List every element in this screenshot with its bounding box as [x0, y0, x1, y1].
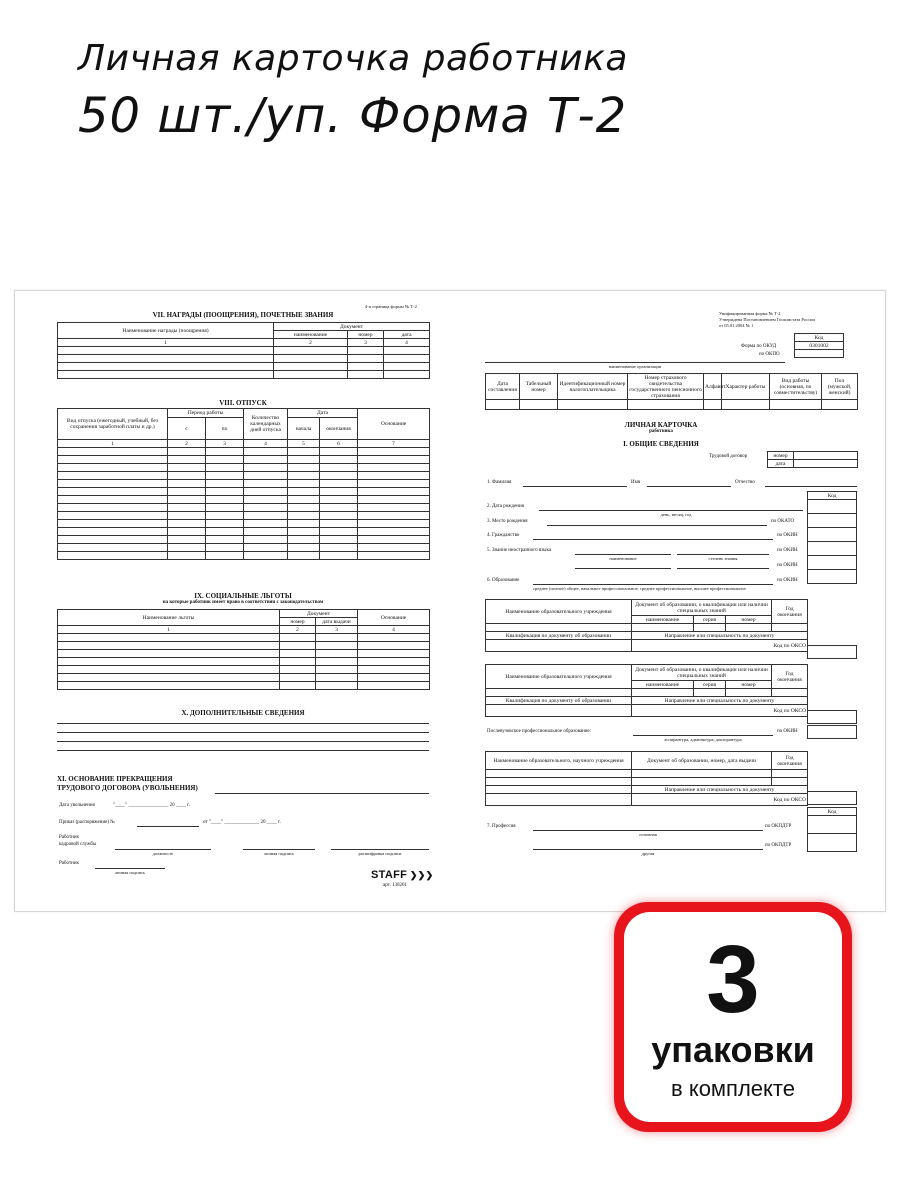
birth-date-caption: день, месяц, год — [660, 512, 692, 517]
edu-series-header: серия — [694, 681, 726, 689]
birth-date-line — [539, 510, 803, 511]
header-col-work-type: Вид работы (основная, по совместительству) — [770, 374, 822, 400]
citizenship-code-label: по ОКИН — [777, 533, 798, 538]
vacation-col-period: Период работы — [168, 409, 244, 418]
edu-inst-header: Наименование образовательного учреждения — [486, 665, 632, 689]
language-level-line — [677, 554, 769, 555]
unified-form-line-1: Унифицированная форма № Т-2 — [719, 311, 781, 316]
edu-series-header: серия — [694, 616, 726, 624]
contract-table — [767, 451, 858, 468]
organization-caption: наименование организации — [608, 364, 662, 369]
birth-place-line — [547, 525, 767, 526]
name-line — [647, 486, 731, 487]
signature-line — [243, 849, 315, 850]
language-name-caption: наименование — [609, 556, 637, 561]
unified-form-line-3: от 05.01.2004 № 1 — [719, 323, 754, 328]
contract-label: Трудовой договор — [709, 454, 748, 459]
section-11-title-2: ТРУДОВОГО ДОГОВОРА (УВОЛЬНЕНИЯ) — [57, 784, 198, 792]
profession-other-line — [533, 849, 763, 850]
employee-signature-line — [95, 868, 165, 869]
edu-year-header: Год окончания — [772, 665, 808, 689]
profession-label: 7. Профессия — [487, 824, 516, 829]
edu-doc-header: Документ об образовании, о квалификации или наличии специальных знаний — [632, 665, 772, 681]
section-8-title: VIII. ОТПУСК — [219, 399, 267, 407]
order-date-field: от "____" ______________ 20 ____ г. — [203, 820, 281, 825]
awards-col-doc: Документ — [274, 323, 430, 331]
postgrad-line — [633, 735, 773, 736]
col-number: 1 — [58, 626, 280, 634]
decoding-caption: расшифровка подписи — [358, 851, 402, 856]
vacation-col-date: Дата — [288, 409, 358, 418]
vacation-col-from: с — [168, 418, 206, 440]
patronymic-label: Отчество — [735, 480, 755, 485]
header-col-snils: Номер страхового свидетельства государственного пенсионного страхования — [629, 374, 702, 399]
hr-worker-label-1: Работник — [59, 835, 79, 840]
header-col-inn: Идентификационный номер налогоплательщика — [558, 374, 628, 400]
okso-label: Код по ОКСО — [632, 794, 808, 806]
header-col-date: Дата составления — [486, 374, 520, 400]
edu-qual-header: Квалификация по документу об образовании — [486, 697, 632, 705]
pack-count-badge — [614, 902, 852, 1132]
postgrad-code-label: по ОКИН — [777, 729, 798, 734]
awards-col-name: Наименование награды (поощрения) — [58, 323, 274, 339]
header-col-tab-number: Табельный номер — [520, 374, 558, 400]
extra-info-line — [57, 723, 429, 724]
vacation-col-end: окончания — [320, 418, 358, 440]
col-number: 7 — [358, 440, 430, 448]
unified-form-line-2: Утверждена Постановлением Госкомстата России — [719, 317, 815, 322]
awards-col-docname: наименование — [274, 331, 348, 339]
header-col-alphabet: Алфавит — [704, 374, 722, 400]
col-number: 3 — [206, 440, 244, 448]
okso-code-box — [807, 710, 857, 724]
section-10-title: X. ДОПОЛНИТЕЛЬНЫЕ СВЕДЕНИЯ — [181, 709, 305, 717]
extra-info-line — [57, 732, 429, 733]
col-number: 2 — [168, 440, 206, 448]
edu-spec-header: Направление или специальность по документу — [632, 697, 808, 705]
profession-other-caption: другая — [641, 851, 655, 856]
benefits-col-num: номер — [280, 618, 316, 626]
name-label: Имя — [631, 480, 641, 485]
profession-code-label-2: по ОКПДТР — [765, 843, 792, 848]
benefits-col-date: дата выдачи — [316, 618, 358, 626]
sci-doc-header: Документ об образовании, номер, дата выдачи — [632, 752, 772, 770]
sci-spec-header: Направление или специальность по документу — [632, 786, 808, 794]
language-level-line-2 — [677, 568, 769, 569]
surname-label: 1. Фамилия — [487, 480, 512, 485]
vacation-col-type: Вид отпуска (ежегодный, учебный, без сохранения заработной платы и др.) — [58, 409, 168, 440]
education-table-2 — [485, 664, 808, 717]
order-number-line — [137, 826, 199, 827]
pack-count-label: упаковки — [651, 1029, 815, 1070]
pack-count-badge-inner — [624, 912, 842, 1122]
postgrad-label: Послевузовское профессиональное образование: — [487, 729, 592, 734]
language-level-caption: степень знания — [708, 556, 738, 561]
signature-caption: личная подпись — [263, 851, 295, 856]
edu-year-header: Год окончания — [772, 600, 808, 624]
education-code-label: по ОКИН — [777, 578, 798, 583]
profession-main-caption: основная — [639, 832, 657, 837]
card-title: ЛИЧНАЯ КАРТОЧКА — [624, 421, 698, 429]
header-col-work-nature: Характер работы — [722, 374, 770, 400]
col-number: 2 — [280, 626, 316, 634]
headline-line-2: 50 шт./уп. Форма Т-2 — [78, 88, 628, 144]
dismissal-date-field: "____" ________________ 20 ____ г. — [113, 803, 190, 808]
vacation-col-basis: Основание — [358, 409, 430, 440]
section-9-title: IX. СОЦИАЛЬНЫЕ ЛЬГОТЫ — [194, 592, 292, 600]
col-number: 1 — [58, 440, 168, 448]
education-caption: среднее (полное) общее, начальное профессиональное, среднее профессиональное, высшее профессиональное — [533, 586, 746, 591]
profession-codes-table — [807, 807, 857, 852]
col-number: 6 — [320, 440, 358, 448]
patronymic-line — [765, 486, 857, 487]
okud-code-box — [794, 333, 844, 358]
col-number: 4 — [244, 440, 288, 448]
vacation-col-qty: Количество календарных дней отпуска — [244, 409, 288, 440]
employee-signature-caption: личная подпись — [114, 870, 146, 875]
hr-worker-label-2: кадровой службы — [59, 842, 97, 847]
okpo-label: по ОКПО — [759, 352, 780, 357]
benefits-col-basis: Основание — [358, 610, 430, 626]
position-line — [115, 849, 211, 850]
edu-spec-header: Направление или специальность по документу — [632, 632, 808, 640]
vacation-col-to: по — [206, 418, 244, 440]
brand-name: STAFF — [371, 869, 408, 881]
extra-info-line — [57, 750, 429, 751]
language-code-label-2: по ОКИН — [777, 563, 798, 568]
citizenship-line — [533, 539, 773, 540]
language-label: 5. Знание иностранного языка — [487, 548, 552, 553]
article-number: арт. 130201 — [383, 883, 407, 888]
awards-col-num: номер — [348, 331, 384, 339]
citizenship-label: 4. Гражданство — [487, 533, 520, 538]
postgrad-caption: аспирантура, адъюнктура, докторантура — [664, 737, 742, 742]
surname-line — [523, 486, 627, 487]
edu-name-header: наименование — [632, 681, 694, 689]
education-table-1 — [485, 599, 808, 652]
header-col-gender: Пол (мужской, женский) — [822, 374, 858, 400]
edu-doc-header: Документ об образовании, о квалификации или наличии специальных знаний — [632, 600, 772, 616]
edu-inst-header: Наименование образовательного учреждения — [486, 600, 632, 624]
vacation-table — [57, 408, 430, 560]
col-number: 2 — [274, 339, 348, 347]
extra-info-line — [57, 741, 429, 742]
okso-code-box — [807, 645, 857, 659]
edu-num-header: номер — [726, 681, 772, 689]
col-number: 1 — [58, 339, 274, 347]
staff-logo-icon: ❯❯❯ — [407, 870, 434, 880]
okud-label: Форма по ОКУД — [741, 344, 777, 349]
order-label: Приказ (распоряжение) № — [59, 820, 116, 825]
postgrad-code-box — [807, 725, 857, 739]
profession-main-line — [533, 830, 763, 831]
profession-code-label: по ОКПДТР — [765, 824, 792, 829]
section-7-title: VII. НАГРАДЫ (ПООЩРЕНИЯ), ПОЧЕТНЫЕ ЗВАНИЯ — [152, 311, 334, 319]
language-name-line — [575, 554, 671, 555]
language-name-line-2 — [575, 568, 671, 569]
birth-date-label: 2. Дата рождения — [487, 504, 524, 509]
col-number: 5 — [288, 440, 320, 448]
sci-inst-header: Наименование образовательного, научного учреждения — [486, 752, 632, 770]
section-9-subtitle: на которые работник имеет право в соответствии с законодательством — [162, 600, 324, 605]
science-table — [485, 751, 808, 806]
benefits-table — [57, 609, 430, 690]
form-sheet — [14, 290, 886, 912]
edu-name-header: наименование — [632, 616, 694, 624]
edu-qual-header: Квалификация по документу об образовании — [486, 632, 632, 640]
dismissal-date-label: Дата увольнения — [59, 803, 95, 808]
okato-label: по ОКАТО — [771, 519, 795, 524]
okso-label: Код по ОКСО — [632, 705, 808, 717]
form-left-page — [15, 291, 451, 911]
employee-label: Работник — [59, 861, 79, 866]
benefits-col-doc: Документ — [280, 610, 358, 618]
education-label: 6. Образование — [487, 578, 520, 583]
pack-count-sublabel: в комплекте — [671, 1076, 795, 1101]
okso-code-box — [807, 791, 857, 805]
form-right-page — [451, 291, 887, 911]
awards-col-date: дата — [384, 331, 430, 339]
col-number: 4 — [358, 626, 430, 634]
okso-label: Код по ОКСО — [632, 640, 808, 652]
code-header: Код — [808, 808, 857, 816]
card-subtitle: работника — [649, 429, 673, 434]
decoding-line — [331, 849, 429, 850]
pack-count-number: 3 — [706, 926, 760, 1033]
termination-basis-line — [215, 793, 429, 794]
okud-value: 0301002 — [795, 342, 844, 350]
code-header: Код — [795, 334, 844, 342]
awards-table — [57, 322, 430, 379]
section-1-title: I. ОБЩИЕ СВЕДЕНИЯ — [623, 440, 699, 448]
language-code-label: по ОКИН — [777, 548, 798, 553]
page-note: 4-я страница формы № Т-2 — [365, 304, 417, 309]
card-header-table — [485, 373, 858, 410]
headline-line-1: Личная карточка работника — [78, 38, 628, 79]
staff-logo — [371, 869, 433, 881]
sci-year-header: Год окончания — [772, 752, 808, 770]
contract-num-label: номер — [768, 452, 794, 460]
col-number: 4 — [384, 339, 430, 347]
general-codes-table — [807, 491, 857, 584]
contract-date-label: дата — [768, 460, 794, 468]
col-number: 3 — [316, 626, 358, 634]
benefits-col-name: Наименование льготы — [58, 610, 280, 626]
edu-num-header: номер — [726, 616, 772, 624]
education-line — [533, 584, 773, 585]
section-11-title-1: XI. ОСНОВАНИЕ ПРЕКРАЩЕНИЯ — [57, 775, 173, 783]
vacation-col-start: начала — [288, 418, 320, 440]
organization-line — [485, 362, 785, 363]
position-caption: должность — [152, 851, 174, 856]
birth-place-label: 3. Место рождения — [487, 519, 528, 524]
col-number: 3 — [348, 339, 384, 347]
code-header: Код — [808, 492, 857, 500]
